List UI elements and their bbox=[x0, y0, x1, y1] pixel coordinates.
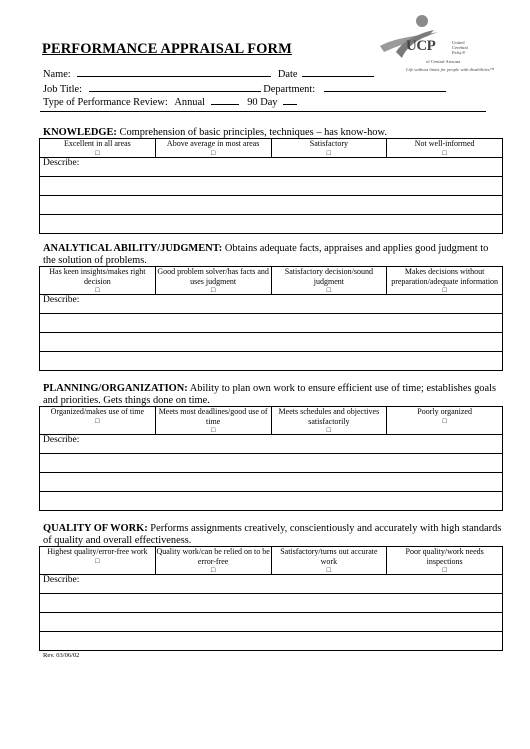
section-description: Comprehension of basic principles, techniques – has know-how. bbox=[119, 127, 387, 138]
date-label: Date bbox=[277, 69, 298, 80]
section-description: Performs assignments creatively, conscientiously and accurately with high standards of quality and overall effectiveness. bbox=[43, 523, 502, 546]
ninety-day-field[interactable] bbox=[283, 94, 297, 105]
describe-row[interactable] bbox=[40, 435, 503, 454]
rating-option[interactable] bbox=[387, 547, 503, 575]
describe-line[interactable] bbox=[40, 314, 503, 333]
option-label: Excellent in all areas bbox=[63, 139, 131, 148]
describe-line[interactable] bbox=[40, 333, 503, 352]
describe-row[interactable] bbox=[40, 157, 503, 176]
checkbox-icon[interactable]: □ bbox=[211, 426, 216, 435]
annual-label: Annual bbox=[174, 97, 205, 108]
describe-line[interactable] bbox=[40, 176, 503, 195]
option-label: Meets schedules and objectives satisfactorily bbox=[278, 407, 380, 426]
rating-option[interactable] bbox=[40, 407, 156, 435]
option-label: Satisfactory bbox=[309, 139, 348, 148]
section-knowledge-table bbox=[39, 138, 503, 234]
option-label: Satisfactory decision/sound judgment bbox=[284, 267, 373, 286]
ninety-day-label: 90 Day bbox=[247, 97, 278, 108]
section-heading: ANALYTICAL ABILITY/JUDGMENT: bbox=[43, 243, 223, 254]
checkbox-icon[interactable]: □ bbox=[326, 426, 331, 435]
rating-option[interactable] bbox=[387, 139, 503, 158]
job-title-field[interactable] bbox=[89, 81, 261, 92]
describe-label: Describe: bbox=[43, 435, 80, 446]
describe-line[interactable] bbox=[40, 473, 503, 492]
option-label: Meets most deadlines/good use of time bbox=[158, 407, 268, 426]
option-label: Satisfactory/turns out accurate work bbox=[280, 547, 378, 566]
describe-label: Describe: bbox=[43, 575, 80, 586]
checkbox-icon[interactable]: □ bbox=[211, 566, 216, 575]
section-analytical-table bbox=[39, 266, 503, 371]
section-quality-title bbox=[43, 523, 503, 547]
checkbox-icon[interactable]: □ bbox=[326, 286, 331, 295]
section-heading: PLANNING/ORGANIZATION: bbox=[43, 383, 188, 394]
department-label: Department: bbox=[263, 84, 316, 95]
section-quality-table bbox=[39, 546, 503, 651]
section-heading: KNOWLEDGE: bbox=[43, 127, 117, 138]
logo-tagline: Life without limits for people with disabilities™ bbox=[406, 67, 495, 72]
rating-option[interactable] bbox=[155, 547, 271, 575]
logo-name-line-1: United bbox=[452, 40, 465, 45]
logo-name-line-3: Palsy® bbox=[452, 50, 466, 55]
job-title-label: Job Title: bbox=[43, 84, 82, 95]
name-label: Name: bbox=[43, 69, 71, 80]
checkbox-icon[interactable]: □ bbox=[326, 148, 331, 157]
describe-line[interactable] bbox=[40, 492, 503, 511]
rating-option[interactable] bbox=[40, 267, 156, 295]
department-field[interactable] bbox=[324, 81, 446, 92]
describe-line[interactable] bbox=[40, 214, 503, 233]
section-planning-table bbox=[39, 406, 503, 511]
review-type-label: Type of Performance Review: bbox=[43, 97, 168, 108]
describe-line[interactable] bbox=[40, 454, 503, 473]
logo-region: of Central Arizona bbox=[426, 59, 461, 64]
form-title: PERFORMANCE APPRAISAL FORM bbox=[42, 41, 292, 57]
rating-option[interactable] bbox=[271, 407, 387, 435]
checkbox-icon[interactable]: □ bbox=[442, 148, 447, 157]
checkbox-icon[interactable]: □ bbox=[442, 416, 447, 425]
section-description: Obtains adequate facts, appraises and applies good judgment to the solution of problems. bbox=[43, 243, 489, 266]
checkbox-icon[interactable]: □ bbox=[95, 556, 100, 565]
option-label: Not well-informed bbox=[414, 139, 475, 148]
option-label: Quality work/can be relied on to be error-free bbox=[156, 547, 270, 566]
rating-option[interactable] bbox=[271, 139, 387, 158]
name-row bbox=[43, 66, 374, 80]
option-label: Poor quality/work needs inspections bbox=[405, 547, 484, 566]
rating-option[interactable] bbox=[155, 407, 271, 435]
option-label: Good problem solver/has facts and uses judgment bbox=[157, 267, 269, 286]
section-planning-title bbox=[43, 383, 503, 407]
date-field[interactable] bbox=[302, 66, 374, 77]
section-description: Ability to plan own work to ensure efficient use of time; establishes goals and priorities. Gets things done on time. bbox=[43, 383, 497, 406]
checkbox-icon[interactable]: □ bbox=[95, 148, 100, 157]
checkbox-icon[interactable]: □ bbox=[442, 566, 447, 575]
describe-label: Describe: bbox=[43, 295, 80, 306]
rating-option[interactable] bbox=[387, 267, 503, 295]
checkbox-icon[interactable]: □ bbox=[211, 148, 216, 157]
option-label: Poorly organized bbox=[417, 407, 472, 416]
option-label: Organized/makes use of time bbox=[50, 407, 145, 416]
logo-name-line-2: Cerebral bbox=[452, 45, 468, 50]
section-heading: QUALITY OF WORK: bbox=[43, 523, 148, 534]
describe-line[interactable] bbox=[40, 632, 503, 651]
rating-option[interactable] bbox=[40, 139, 156, 158]
section-analytical-title bbox=[43, 243, 503, 267]
rating-option[interactable] bbox=[271, 267, 387, 295]
checkbox-icon[interactable]: □ bbox=[442, 286, 447, 295]
rating-option[interactable] bbox=[155, 139, 271, 158]
option-label: Has keen insights/makes right decision bbox=[49, 267, 146, 286]
logo-name bbox=[452, 40, 468, 55]
rating-option[interactable] bbox=[155, 267, 271, 295]
rating-option[interactable] bbox=[271, 547, 387, 575]
annual-field[interactable] bbox=[211, 94, 239, 105]
rating-option[interactable] bbox=[40, 547, 156, 575]
option-label: Makes decisions without preparation/adequate information bbox=[391, 267, 499, 286]
describe-line[interactable] bbox=[40, 594, 503, 613]
describe-row[interactable] bbox=[40, 295, 503, 314]
describe-line[interactable] bbox=[40, 352, 503, 371]
ucp-logo bbox=[376, 12, 504, 78]
job-title-row bbox=[43, 81, 446, 95]
logo-mark: UCP bbox=[406, 38, 436, 54]
checkbox-icon[interactable]: □ bbox=[326, 566, 331, 575]
review-type-row bbox=[43, 94, 297, 108]
describe-line[interactable] bbox=[40, 613, 503, 632]
rating-option[interactable] bbox=[387, 407, 503, 435]
option-label: Highest quality/error-free work bbox=[47, 547, 148, 556]
describe-row[interactable] bbox=[40, 575, 503, 594]
name-field[interactable] bbox=[77, 66, 271, 77]
checkbox-icon[interactable]: □ bbox=[95, 286, 100, 295]
header-divider bbox=[40, 111, 486, 112]
describe-line[interactable] bbox=[40, 195, 503, 214]
revision-note: Rev. 03/06/02 bbox=[43, 652, 80, 659]
checkbox-icon[interactable]: □ bbox=[211, 286, 216, 295]
option-label: Above average in most areas bbox=[166, 139, 260, 148]
describe-label: Describe: bbox=[43, 157, 80, 168]
checkbox-icon[interactable]: □ bbox=[95, 416, 100, 425]
